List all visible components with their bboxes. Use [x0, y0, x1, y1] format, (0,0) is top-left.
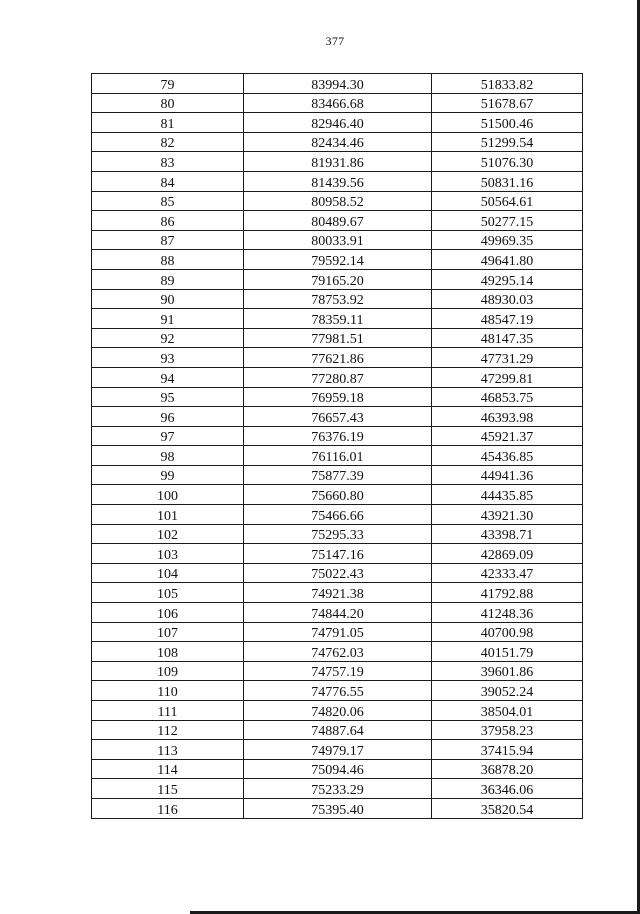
row-index-cell: 103 — [92, 544, 244, 564]
table-row — [92, 309, 583, 329]
row-index-cell: 94 — [92, 367, 244, 387]
value-a-cell: 82434.46 — [244, 132, 432, 152]
row-index-cell: 90 — [92, 289, 244, 309]
value-a-cell: 77621.86 — [244, 348, 432, 368]
table-row — [92, 171, 583, 191]
table-row — [92, 446, 583, 466]
value-b-cell: 49295.14 — [432, 269, 583, 289]
row-index-cell: 101 — [92, 505, 244, 525]
value-b-cell: 43398.71 — [432, 524, 583, 544]
value-b-cell: 40151.79 — [432, 642, 583, 662]
value-b-cell: 50277.15 — [432, 211, 583, 231]
table-row — [92, 798, 583, 818]
row-index-cell: 112 — [92, 720, 244, 740]
value-b-cell: 51076.30 — [432, 152, 583, 172]
value-a-cell: 74762.03 — [244, 642, 432, 662]
table-row — [92, 661, 583, 681]
table-row — [92, 603, 583, 623]
table-row — [92, 563, 583, 583]
value-b-cell: 43921.30 — [432, 505, 583, 525]
value-a-cell: 75877.39 — [244, 465, 432, 485]
table-row — [92, 93, 583, 113]
value-b-cell: 39601.86 — [432, 661, 583, 681]
table-row — [92, 505, 583, 525]
row-index-cell: 82 — [92, 132, 244, 152]
table-body — [92, 74, 583, 819]
table-row — [92, 681, 583, 701]
value-b-cell: 37958.23 — [432, 720, 583, 740]
row-index-cell: 106 — [92, 603, 244, 623]
table-row — [92, 113, 583, 133]
value-b-cell: 51833.82 — [432, 74, 583, 94]
data-table — [91, 73, 583, 819]
value-a-cell: 79165.20 — [244, 269, 432, 289]
row-index-cell: 93 — [92, 348, 244, 368]
table-row — [92, 269, 583, 289]
value-b-cell: 48547.19 — [432, 309, 583, 329]
row-index-cell: 81 — [92, 113, 244, 133]
value-a-cell: 74844.20 — [244, 603, 432, 623]
value-a-cell: 78753.92 — [244, 289, 432, 309]
value-a-cell: 81439.56 — [244, 171, 432, 191]
row-index-cell: 115 — [92, 779, 244, 799]
table-row — [92, 524, 583, 544]
row-index-cell: 113 — [92, 740, 244, 760]
row-index-cell: 97 — [92, 426, 244, 446]
value-b-cell: 49969.35 — [432, 230, 583, 250]
row-index-cell: 116 — [92, 798, 244, 818]
value-a-cell: 74757.19 — [244, 661, 432, 681]
row-index-cell: 89 — [92, 269, 244, 289]
value-a-cell: 75022.43 — [244, 563, 432, 583]
value-b-cell: 42869.09 — [432, 544, 583, 564]
value-b-cell: 41248.36 — [432, 603, 583, 623]
value-a-cell: 77280.87 — [244, 367, 432, 387]
value-a-cell: 76959.18 — [244, 387, 432, 407]
value-a-cell: 80958.52 — [244, 191, 432, 211]
value-b-cell: 38504.01 — [432, 701, 583, 721]
table-row — [92, 211, 583, 231]
table-row — [92, 485, 583, 505]
row-index-cell: 107 — [92, 622, 244, 642]
row-index-cell: 104 — [92, 563, 244, 583]
value-a-cell: 74820.06 — [244, 701, 432, 721]
value-b-cell: 50831.16 — [432, 171, 583, 191]
value-a-cell: 76376.19 — [244, 426, 432, 446]
table-row — [92, 720, 583, 740]
row-index-cell: 110 — [92, 681, 244, 701]
value-a-cell: 75147.16 — [244, 544, 432, 564]
row-index-cell: 102 — [92, 524, 244, 544]
row-index-cell: 88 — [92, 250, 244, 270]
row-index-cell: 85 — [92, 191, 244, 211]
table-row — [92, 289, 583, 309]
row-index-cell: 83 — [92, 152, 244, 172]
row-index-cell: 80 — [92, 93, 244, 113]
row-index-cell: 91 — [92, 309, 244, 329]
value-b-cell: 48930.03 — [432, 289, 583, 309]
row-index-cell: 95 — [92, 387, 244, 407]
value-a-cell: 78359.11 — [244, 309, 432, 329]
table-row — [92, 779, 583, 799]
table-row — [92, 367, 583, 387]
value-b-cell: 44941.36 — [432, 465, 583, 485]
table-row — [92, 544, 583, 564]
table-row — [92, 191, 583, 211]
row-index-cell: 105 — [92, 583, 244, 603]
row-index-cell: 111 — [92, 701, 244, 721]
value-b-cell: 42333.47 — [432, 563, 583, 583]
value-b-cell: 50564.61 — [432, 191, 583, 211]
table-row — [92, 465, 583, 485]
row-index-cell: 79 — [92, 74, 244, 94]
value-a-cell: 75094.46 — [244, 759, 432, 779]
table-row — [92, 250, 583, 270]
value-a-cell: 75295.33 — [244, 524, 432, 544]
row-index-cell: 87 — [92, 230, 244, 250]
value-a-cell: 80033.91 — [244, 230, 432, 250]
table-row — [92, 74, 583, 94]
value-a-cell: 74887.64 — [244, 720, 432, 740]
table-row — [92, 387, 583, 407]
value-a-cell: 74979.17 — [244, 740, 432, 760]
table-row — [92, 622, 583, 642]
value-a-cell: 75395.40 — [244, 798, 432, 818]
value-b-cell: 36878.20 — [432, 759, 583, 779]
value-a-cell: 81931.86 — [244, 152, 432, 172]
row-index-cell: 100 — [92, 485, 244, 505]
table-row — [92, 642, 583, 662]
table-row — [92, 132, 583, 152]
value-b-cell: 51299.54 — [432, 132, 583, 152]
value-b-cell: 48147.35 — [432, 328, 583, 348]
value-a-cell: 83994.30 — [244, 74, 432, 94]
row-index-cell: 108 — [92, 642, 244, 662]
value-b-cell: 40700.98 — [432, 622, 583, 642]
table-row — [92, 701, 583, 721]
value-a-cell: 76657.43 — [244, 407, 432, 427]
table-row — [92, 230, 583, 250]
value-b-cell: 46393.98 — [432, 407, 583, 427]
table-row — [92, 152, 583, 172]
table-row — [92, 407, 583, 427]
value-b-cell: 36346.06 — [432, 779, 583, 799]
value-a-cell: 77981.51 — [244, 328, 432, 348]
value-a-cell: 83466.68 — [244, 93, 432, 113]
value-a-cell: 82946.40 — [244, 113, 432, 133]
value-b-cell: 51500.46 — [432, 113, 583, 133]
row-index-cell: 98 — [92, 446, 244, 466]
value-b-cell: 41792.88 — [432, 583, 583, 603]
value-a-cell: 75466.66 — [244, 505, 432, 525]
table-row — [92, 328, 583, 348]
value-b-cell: 47299.81 — [432, 367, 583, 387]
table-row — [92, 426, 583, 446]
row-index-cell: 109 — [92, 661, 244, 681]
row-index-cell: 84 — [92, 171, 244, 191]
row-index-cell: 114 — [92, 759, 244, 779]
value-a-cell: 75233.29 — [244, 779, 432, 799]
value-b-cell: 45436.85 — [432, 446, 583, 466]
row-index-cell: 86 — [92, 211, 244, 231]
row-index-cell: 92 — [92, 328, 244, 348]
value-b-cell: 51678.67 — [432, 93, 583, 113]
value-b-cell: 46853.75 — [432, 387, 583, 407]
value-a-cell: 76116.01 — [244, 446, 432, 466]
table-row — [92, 759, 583, 779]
value-a-cell: 79592.14 — [244, 250, 432, 270]
value-a-cell: 74791.05 — [244, 622, 432, 642]
row-index-cell: 99 — [92, 465, 244, 485]
value-a-cell: 74921.38 — [244, 583, 432, 603]
row-index-cell: 96 — [92, 407, 244, 427]
value-b-cell: 39052.24 — [432, 681, 583, 701]
value-b-cell: 45921.37 — [432, 426, 583, 446]
value-a-cell: 80489.67 — [244, 211, 432, 231]
value-b-cell: 44435.85 — [432, 485, 583, 505]
value-a-cell: 75660.80 — [244, 485, 432, 505]
value-b-cell: 37415.94 — [432, 740, 583, 760]
table-row — [92, 740, 583, 760]
table-row — [92, 348, 583, 368]
page-number: 377 — [325, 34, 345, 48]
value-a-cell: 74776.55 — [244, 681, 432, 701]
value-b-cell: 47731.29 — [432, 348, 583, 368]
value-b-cell: 35820.54 — [432, 798, 583, 818]
value-b-cell: 49641.80 — [432, 250, 583, 270]
table-row — [92, 583, 583, 603]
